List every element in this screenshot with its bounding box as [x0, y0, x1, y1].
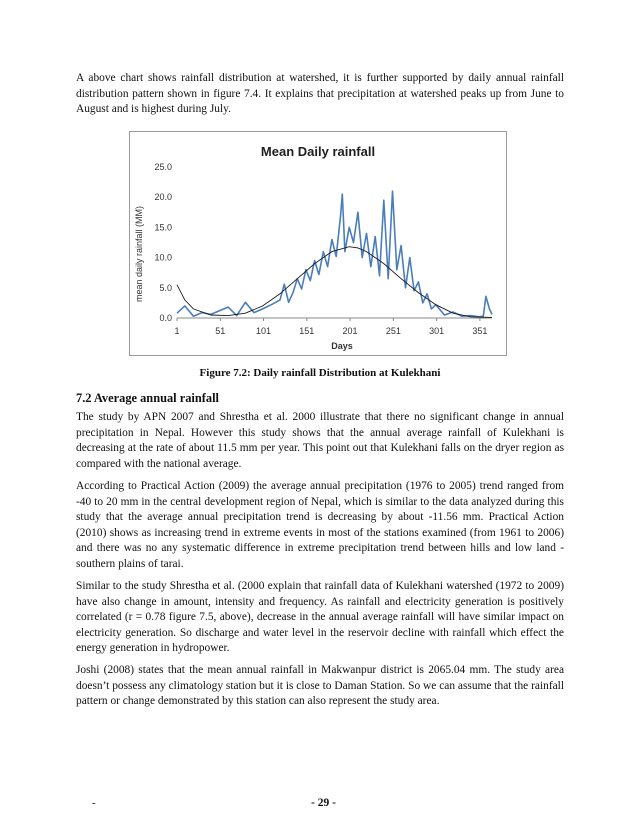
x-tick-label: 51 — [215, 326, 226, 336]
intro-paragraph: A above chart shows rainfall distribution at watershed, it is further supported by daily annual rainfall distribution pattern shown in figure 7.4. It explains that precipitation at watershed peaks up from June to August and is highest during July. — [76, 72, 564, 116]
chart-title: Mean Daily rainfall — [260, 144, 376, 159]
x-tick-label: 151 — [299, 326, 315, 336]
x-tick-label: 101 — [256, 326, 272, 336]
x-tick-label: 351 — [472, 326, 488, 336]
x-tick-label: 201 — [342, 326, 358, 336]
y-tick-label: 0.0 — [159, 313, 172, 323]
y-tick-label: 15.0 — [154, 222, 172, 233]
rainfall-chart — [129, 131, 507, 356]
rainfall-chart-svg — [130, 132, 506, 355]
paragraph-apn-study: The study by APN 2007 and Shrestha et al. 2000 illustrate that there no significant change in annual precipitation in Nepal. However this study shows that the annual average rainfall of Kulekhani is decreasing at the rate of about 11.5 mm per year. This point out that Kulekhani falls on the dryer region as compared with the national average. — [76, 411, 564, 470]
x-axis-label: Days — [331, 341, 353, 351]
footer-dash: - — [92, 797, 96, 809]
x-tick-label: 301 — [429, 326, 445, 336]
paragraph-joshi: Joshi (2008) states that the mean annual rainfall in Makwanpur district is 2065.04 mm. The study area doesn’t possess any climatology station but it is close to Daman Station. So we can assume that the rainfall pattern or change demonstrated by this station can also represent the study area. — [76, 664, 564, 708]
section-heading: 7.2 Average annual rainfall — [76, 391, 219, 405]
y-axis-label: mean daily rainfall (MM) — [134, 205, 144, 303]
page-number: - 29 - — [311, 797, 336, 809]
series-trend-line — [177, 247, 492, 318]
x-tick-label: 251 — [385, 326, 401, 336]
y-tick-label: 25.0 — [154, 162, 172, 172]
x-tick-label: 1 — [174, 326, 180, 336]
y-tick-label: 10.0 — [154, 252, 172, 263]
paragraph-practical-action: According to Practical Action (2009) the average annual precipitation (1976 to 2005) trend ranged from -40 to 20 mm in the central development region of Nepal, which is similar to the data analyzed during this study that the average annual precipitation trend is decreasing by about -11.56 mm. Practical Action (2010) shows as increasing trend in extreme events in most of the stations examined (from 1961 to 2006) and there was no any systematic difference in extreme precipitation trend between hills and low land - southern plains of tarai. — [76, 480, 564, 570]
series-daily-rainfall-line — [177, 191, 492, 317]
paragraph-kulekhani-data: Similar to the study Shrestha et al. (2000 explain that rainfall data of Kulekhani watershed (1972 to 2009) have also change in amount, intensity and frequency. As rainfall and electricity generation is positively correlated (r = 0.78 figure 7.5, above), decrease in the annual average rainfall will have similar impact on electricity generation. So discharge and water level in the reservoir decline with rainfall which effect the energy generation in hydropower. — [76, 580, 564, 655]
y-tick-label: 20.0 — [154, 192, 172, 203]
y-tick-label: 5.0 — [159, 282, 172, 293]
figure-caption: Figure 7.2: Daily rainfall Distribution at Kulekhani — [199, 367, 441, 379]
